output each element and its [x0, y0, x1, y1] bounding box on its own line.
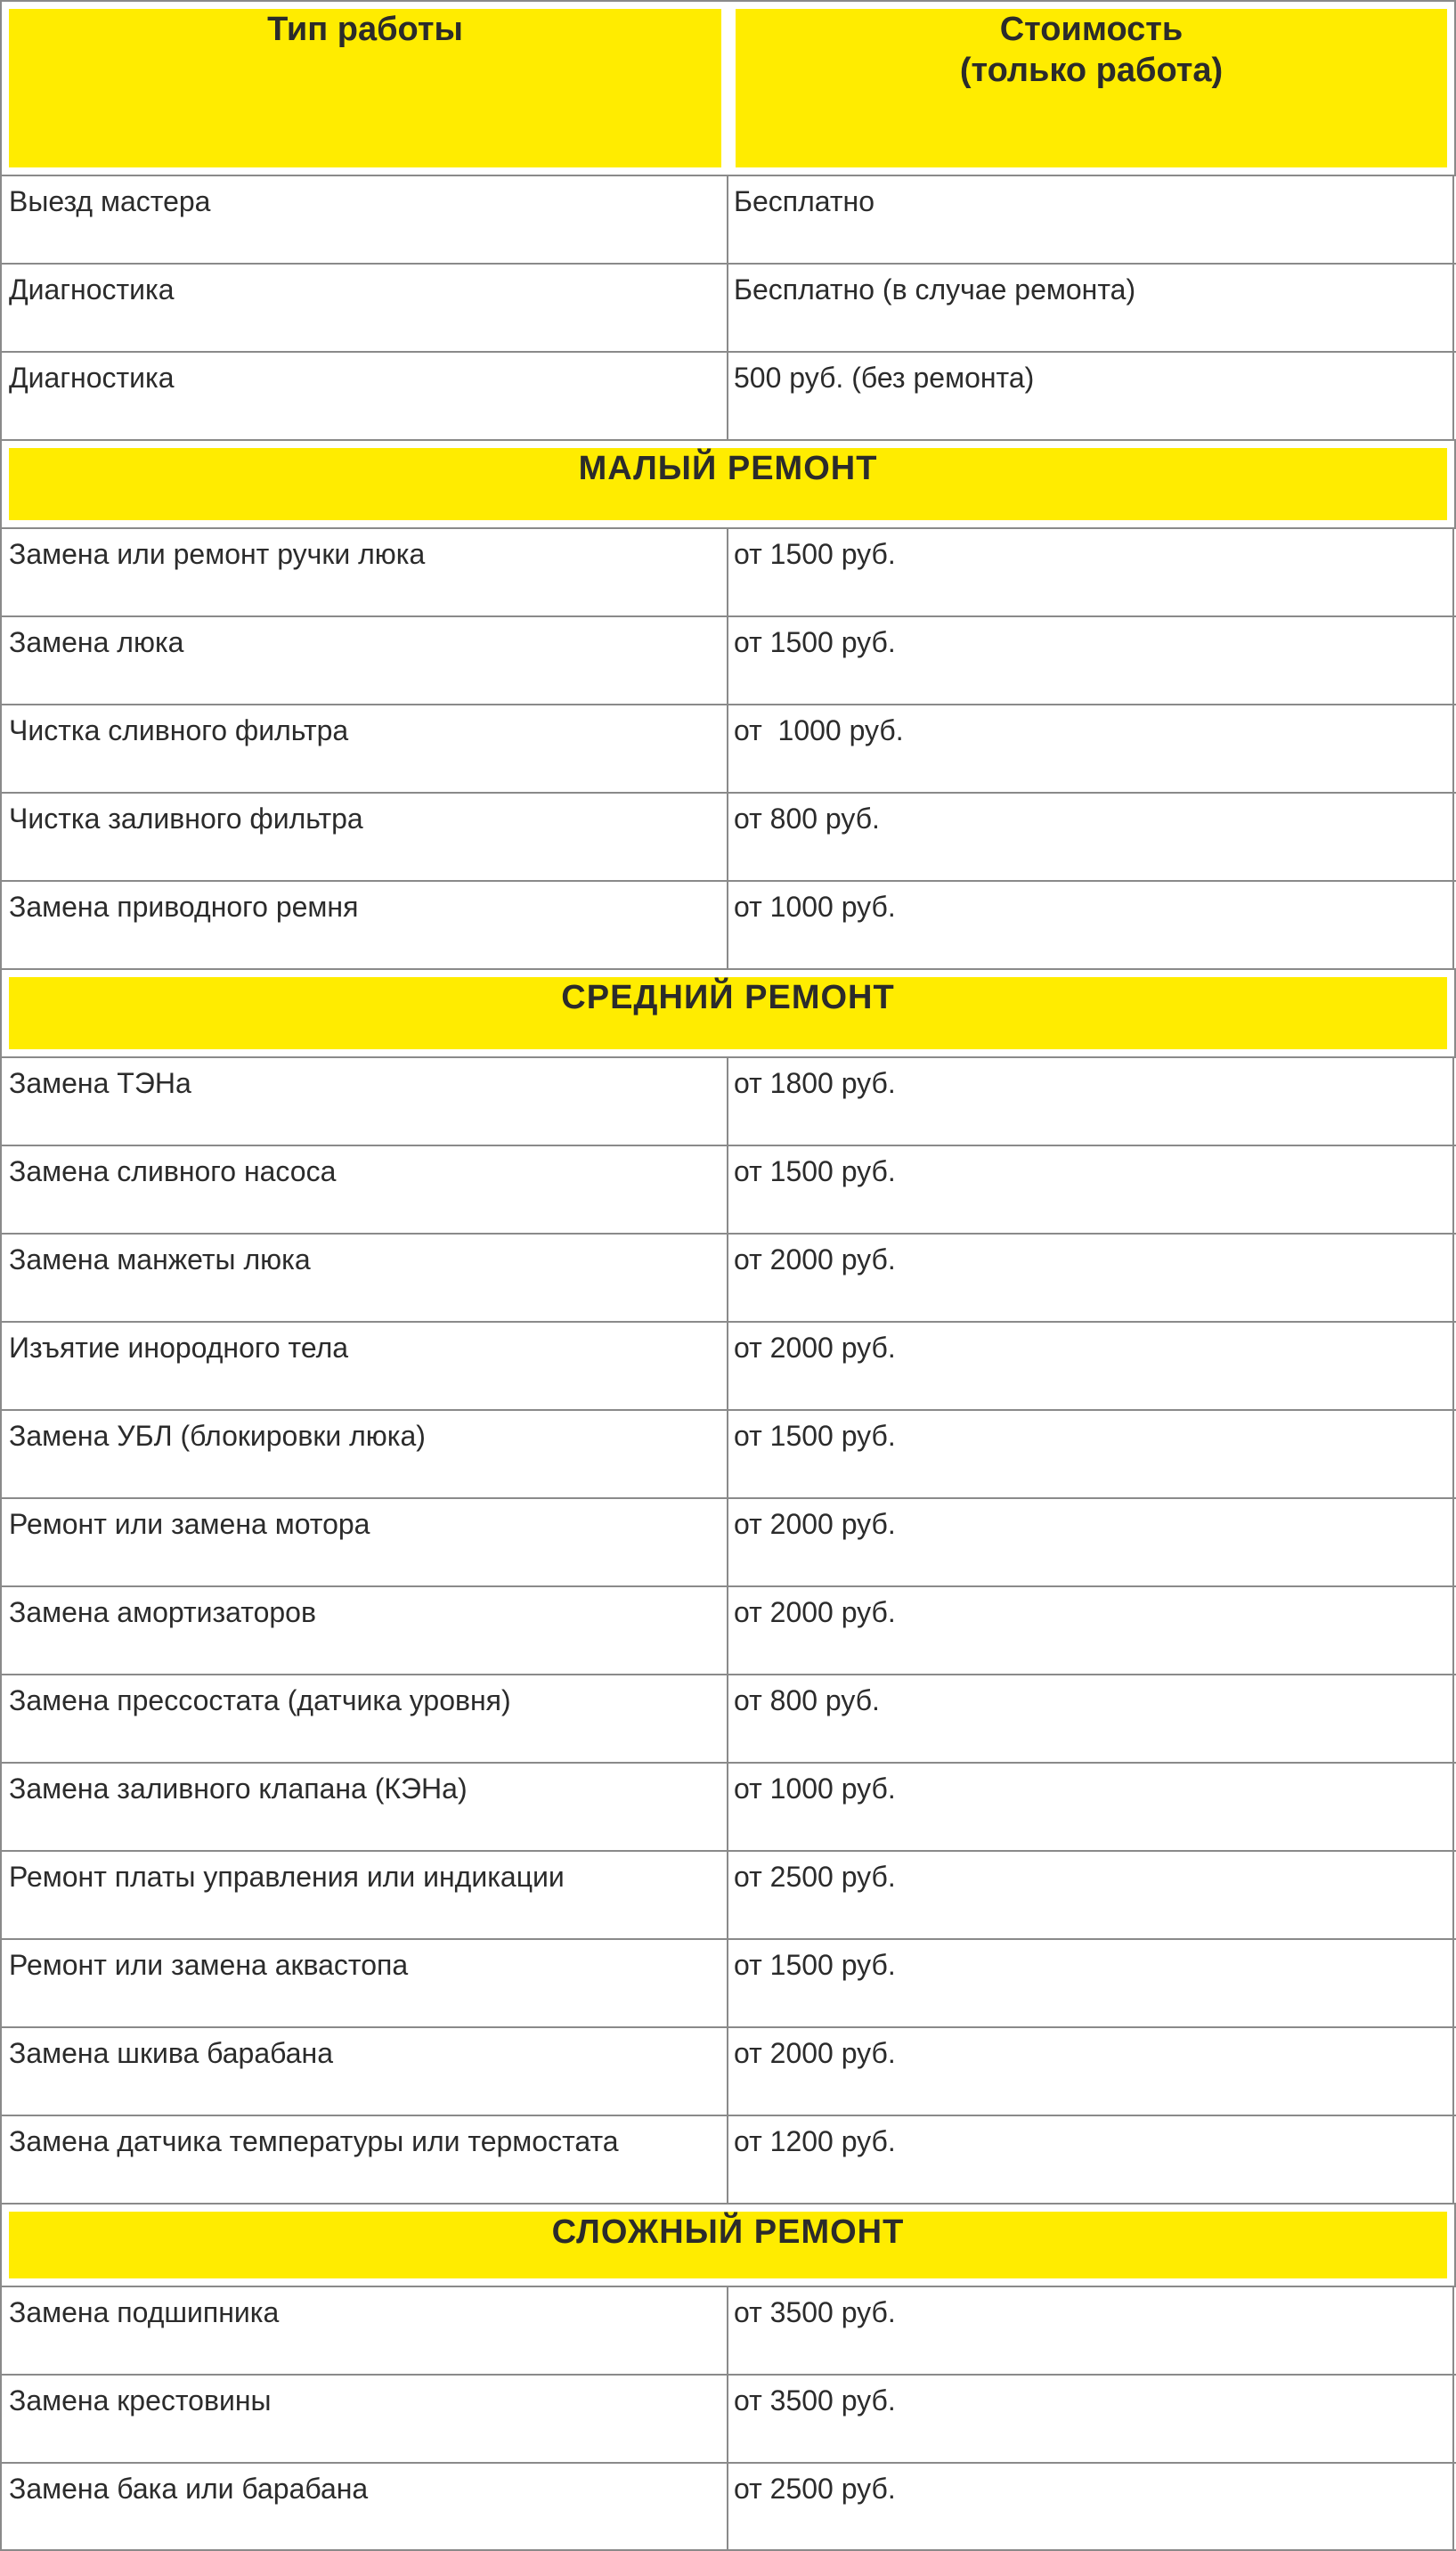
price-value: от 1800 руб. — [734, 1067, 896, 1099]
price-cell — [727, 1764, 1454, 1850]
work-cell — [0, 1940, 728, 2026]
price-cell — [727, 617, 1454, 704]
price-value: от 800 руб. — [734, 1684, 880, 1716]
work-label: Изъятие инородного тела — [9, 1332, 349, 1364]
work-label: Диагностика — [9, 273, 175, 306]
price-cell — [727, 1058, 1454, 1145]
work-label: Замена люка — [9, 626, 184, 658]
section-header-complex-repair — [0, 2205, 1456, 2287]
work-label: Замена шкива барабана — [9, 2037, 333, 2069]
price-value: от 3500 руб. — [734, 2384, 896, 2417]
price-cell — [727, 1587, 1454, 1674]
price-cell — [727, 2376, 1454, 2462]
price-cell — [727, 1235, 1454, 1321]
work-label: Замена прессостата (датчика уровня) — [9, 1684, 511, 1716]
work-cell — [0, 1499, 728, 1585]
work-label: Замена приводного ремня — [9, 891, 359, 923]
table-row — [0, 176, 1456, 265]
price-cell — [727, 794, 1454, 880]
work-label: Ремонт или замена мотора — [9, 1508, 370, 1540]
work-cell — [0, 1675, 728, 1762]
work-label: Ремонт платы управления или индикации — [9, 1861, 565, 1893]
table-row — [0, 1499, 1456, 1587]
table-row — [0, 794, 1456, 882]
table-row — [0, 1235, 1456, 1323]
work-label: Чистка сливного фильтра — [9, 714, 349, 746]
work-cell — [0, 529, 728, 615]
table-row — [0, 2287, 1456, 2376]
price-value: от 2000 руб. — [734, 1332, 896, 1364]
table-row — [0, 529, 1456, 617]
price-cell — [727, 705, 1454, 792]
work-cell — [0, 2287, 728, 2374]
table-row — [0, 1323, 1456, 1411]
price-value: Бесплатно — [734, 185, 875, 217]
price-cell — [727, 2464, 1454, 2549]
table-row — [0, 1675, 1456, 1764]
price-cell — [727, 529, 1454, 615]
work-cell — [0, 1411, 728, 1497]
price-cell — [727, 1499, 1454, 1585]
header-cell-type — [2, 2, 730, 175]
price-value: от 1000 руб. — [734, 891, 896, 923]
price-value: от 2500 руб. — [734, 2473, 896, 2505]
price-value: от 2000 руб. — [734, 1596, 896, 1628]
section-header-small-repair — [0, 441, 1456, 529]
work-label: Выезд мастера — [9, 185, 211, 217]
table-row — [0, 2464, 1456, 2551]
price-value: от 800 руб. — [734, 803, 880, 835]
price-cell — [727, 1146, 1454, 1233]
table-row — [0, 2116, 1456, 2205]
work-cell — [0, 2028, 728, 2115]
column-header-type: Тип работы — [267, 11, 463, 48]
work-cell — [0, 1323, 728, 1409]
table-row — [0, 882, 1456, 970]
column-header-cost-line1: Стоимость — [999, 11, 1184, 48]
work-label: Диагностика — [9, 362, 175, 394]
table-row — [0, 705, 1456, 794]
work-cell — [0, 176, 728, 263]
work-cell — [0, 1587, 728, 1674]
price-value: 500 руб. (без ремонта) — [734, 362, 1035, 394]
work-label: Замена или ремонт ручки люка — [9, 538, 426, 570]
work-label: Замена крестовины — [9, 2384, 272, 2417]
section-title: СРЕДНИЙ РЕМОНТ — [561, 979, 895, 1016]
price-value: от 1500 руб. — [734, 1420, 896, 1452]
table-row — [0, 1764, 1456, 1852]
work-cell — [0, 353, 728, 439]
work-label: Замена бака или барабана — [9, 2473, 369, 2505]
column-header-cost — [728, 9, 1454, 91]
table-row — [0, 1587, 1456, 1675]
work-label: Замена сливного насоса — [9, 1155, 337, 1187]
table-row — [0, 1058, 1456, 1146]
price-cell — [727, 882, 1454, 968]
price-value: от 1500 руб. — [734, 1155, 896, 1187]
work-cell — [0, 2116, 728, 2203]
section-title: СЛОЖНЫЙ РЕМОНТ — [551, 2213, 905, 2251]
price-value: от 2000 руб. — [734, 1508, 896, 1540]
work-cell — [0, 1852, 728, 1938]
header-cell-cost — [728, 2, 1454, 175]
price-cell — [727, 2287, 1454, 2374]
price-cell — [727, 2116, 1454, 2203]
work-cell — [0, 1235, 728, 1321]
table-row — [0, 2028, 1456, 2116]
table-row — [0, 617, 1456, 705]
table-header-row — [0, 0, 1456, 176]
price-cell — [727, 1411, 1454, 1497]
table-row — [0, 1411, 1456, 1499]
work-cell — [0, 1146, 728, 1233]
column-header-cost-line2: (только работа) — [959, 52, 1224, 89]
price-value: от 2000 руб. — [734, 2037, 896, 2069]
work-label: Замена УБЛ (блокировки люка) — [9, 1420, 426, 1452]
price-value: от 2500 руб. — [734, 1861, 896, 1893]
price-value: от 3500 руб. — [734, 2296, 896, 2328]
work-label: Замена заливного клапана (КЭНа) — [9, 1773, 468, 1805]
price-cell — [727, 265, 1454, 351]
work-cell — [0, 882, 728, 968]
work-cell — [0, 1058, 728, 1145]
table-row — [0, 1940, 1456, 2028]
price-cell — [727, 1323, 1454, 1409]
work-label: Чистка заливного фильтра — [9, 803, 363, 835]
price-cell — [727, 1940, 1454, 2026]
work-cell — [0, 705, 728, 792]
work-label: Замена подшипника — [9, 2296, 280, 2328]
price-value: от 1000 руб. — [734, 1773, 896, 1805]
work-cell — [0, 2376, 728, 2462]
work-label: Замена амортизаторов — [9, 1596, 316, 1628]
price-cell — [727, 1852, 1454, 1938]
work-cell — [0, 1764, 728, 1850]
work-label: Замена датчика температуры или термостата — [9, 2125, 619, 2157]
table-row — [0, 1146, 1456, 1235]
table-row — [0, 1852, 1456, 1940]
work-label: Замена манжеты люка — [9, 1243, 311, 1276]
price-cell — [727, 353, 1454, 439]
price-value: Бесплатно (в случае ремонта) — [734, 273, 1136, 306]
price-value: от 1000 руб. — [734, 714, 904, 746]
work-cell — [0, 265, 728, 351]
work-cell — [0, 2464, 728, 2549]
price-value: от 1500 руб. — [734, 1949, 896, 1981]
table-row — [0, 353, 1456, 441]
price-value: от 2000 руб. — [734, 1243, 896, 1276]
work-cell — [0, 617, 728, 704]
price-value: от 1200 руб. — [734, 2125, 896, 2157]
work-cell — [0, 794, 728, 880]
table-row — [0, 265, 1456, 353]
section-title: МАЛЫЙ РЕМОНТ — [578, 450, 878, 487]
price-value: от 1500 руб. — [734, 626, 896, 658]
price-cell — [727, 1675, 1454, 1762]
price-cell — [727, 176, 1454, 263]
work-label: Ремонт или замена аквастопа — [9, 1949, 409, 1981]
section-header-medium-repair — [0, 970, 1456, 1058]
table-row — [0, 2376, 1456, 2464]
work-label: Замена ТЭНа — [9, 1067, 191, 1099]
price-value: от 1500 руб. — [734, 538, 896, 570]
price-cell — [727, 2028, 1454, 2115]
